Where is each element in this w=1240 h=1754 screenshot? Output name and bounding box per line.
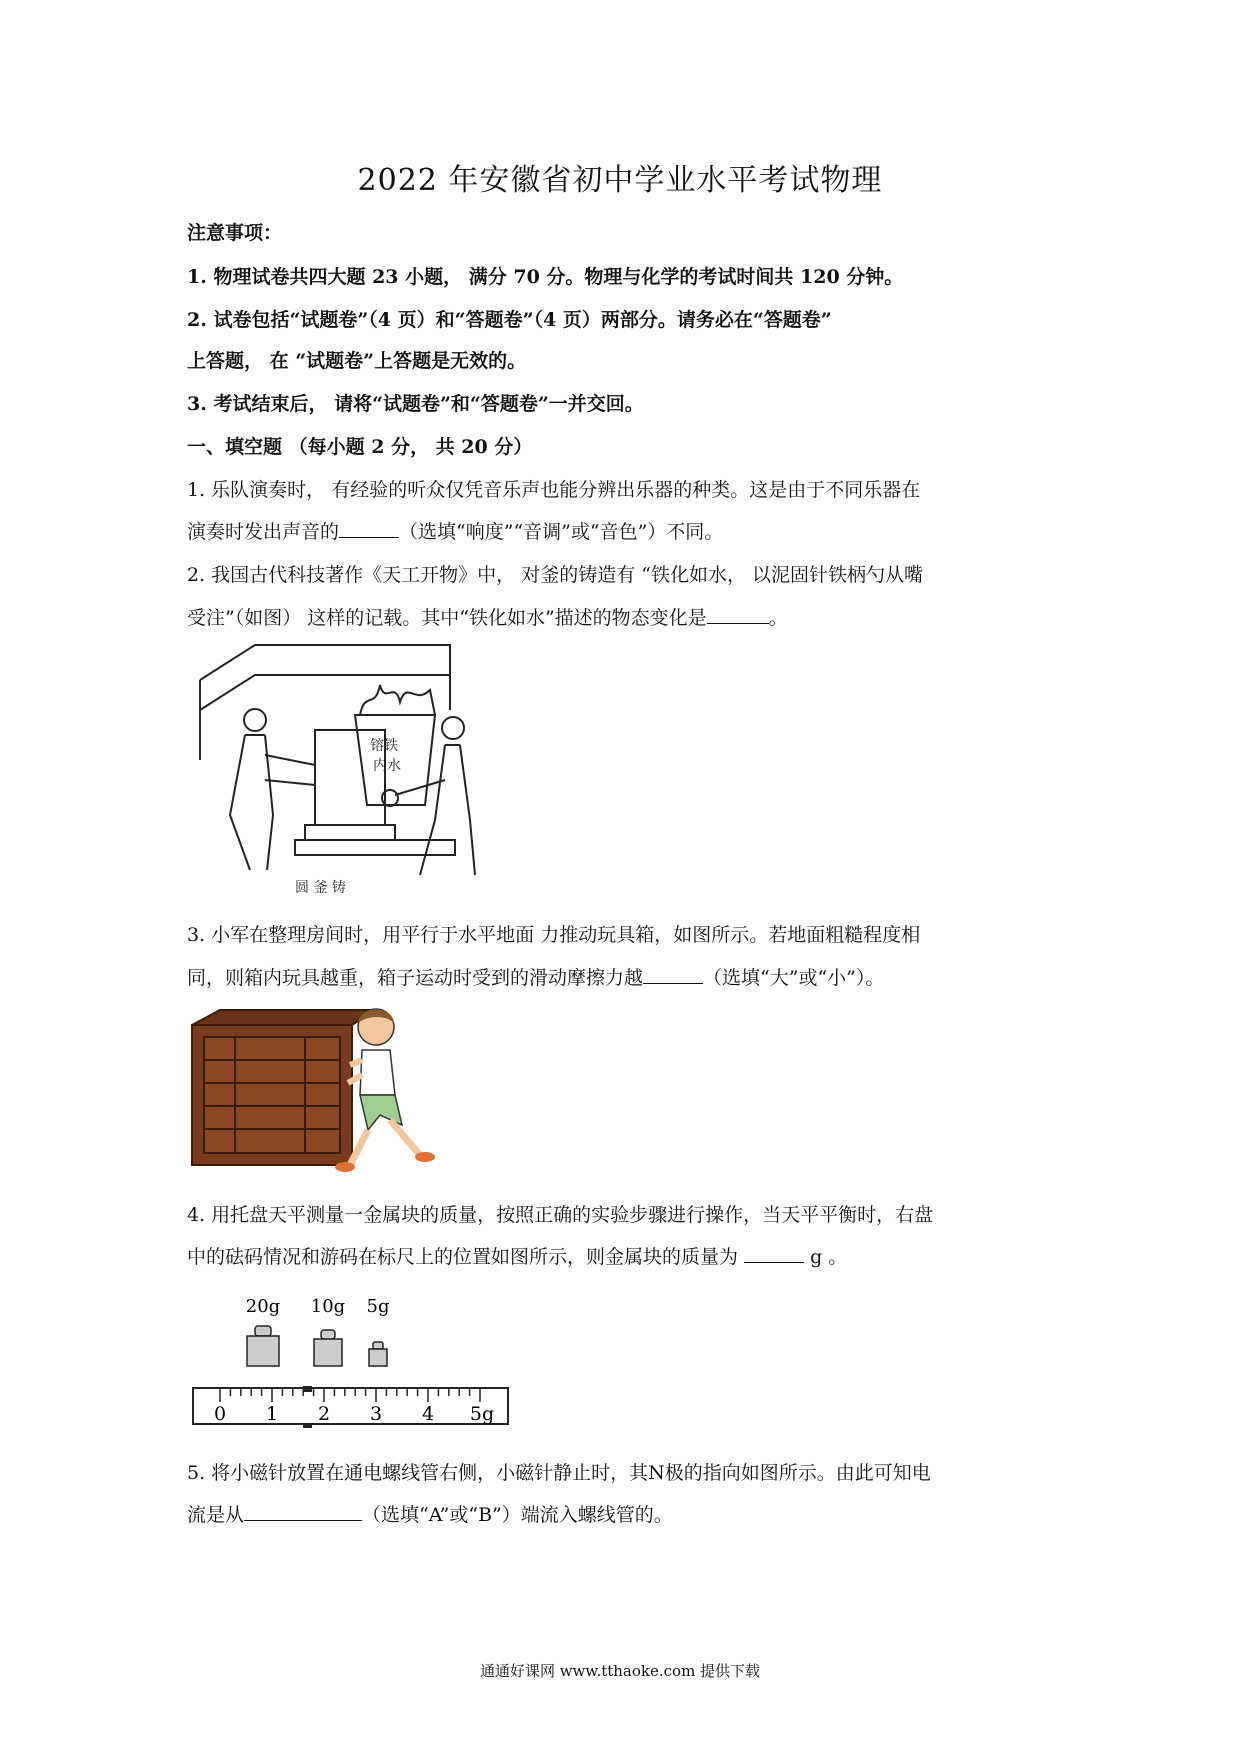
casting-illustration	[195, 640, 485, 900]
question-1-line-2	[187, 517, 1067, 544]
question-4-text-after: g 。	[804, 1246, 848, 1268]
question-2-text-after: 。	[768, 607, 788, 629]
answer-blank-4[interactable]	[744, 1244, 804, 1263]
box-push-illustration	[190, 1005, 440, 1185]
answer-blank-5[interactable]	[244, 1502, 362, 1521]
question-4-line-2	[187, 1242, 1067, 1269]
figure-label-a: 镕铁	[370, 738, 398, 754]
scale-tick-2: 2	[317, 1403, 331, 1425]
notice-item-1: 1. 物理试卷共四大题 23 小题， 满分 70 分。物理与化学的考试时间共 120 分钟。	[187, 266, 904, 288]
question-5-text-before: 流是从	[187, 1504, 245, 1526]
question-2-line-1: 2. 我国古代科技著作《天工开物》中， 对釜的铸造有 “铁化如水， 以泥固针铁柄勺从嘴	[187, 564, 924, 586]
question-3-text-before: 同，则箱内玩具越重，箱子运动时受到的滑动摩擦力越	[187, 967, 644, 989]
question-5-text-after: （选填“A”或“B”）端流入螺线管的。	[362, 1504, 673, 1526]
question-5-line-2	[187, 1500, 1067, 1527]
notice-item-2-line-2: 上答题， 在 “试题卷”上答题是无效的。	[187, 350, 527, 372]
weight-label-5g: 5g	[366, 1296, 390, 1317]
weight-5g-body	[369, 1349, 387, 1366]
weight-20g-body	[247, 1336, 279, 1366]
question-2-text-before: 受注”（如图） 这样的记载。其中“铁化如水”描述的物态变化是	[187, 607, 707, 629]
scale-tick-3: 3	[369, 1403, 383, 1425]
question-1-line-1: 1. 乐队演奏时， 有经验的听众仅凭音乐声也能分辨出乐器的种类。这是由于不同乐器在	[187, 479, 921, 501]
scale-tick-0: 0	[213, 1403, 227, 1425]
weight-10g-knob	[321, 1330, 335, 1339]
notice-item-2-line-1: 2. 试卷包括“试题卷”（4 页）和“答题卷”（4 页）两部分。请务必在“答题卷”	[187, 309, 832, 331]
question-3-text-after: （选填“大”或“小”）。	[703, 967, 885, 989]
question-3-line-1: 3. 小军在整理房间时，用平行于水平地面 力推动玩具箱，如图所示。若地面粗糙程度相	[187, 924, 921, 946]
question-3-line-2	[187, 963, 1067, 990]
rider-bottom	[303, 1423, 312, 1428]
figure-caption: 圆 釜 铸	[295, 880, 346, 896]
figure-label-b: 内水	[373, 758, 401, 774]
weight-20g-knob	[255, 1326, 271, 1336]
weight-label-20g: 20g	[245, 1296, 281, 1317]
section-heading-fill-in: 一、填空题 （每小题 2 分， 共 20 分）	[187, 436, 533, 458]
answer-blank-2[interactable]	[707, 605, 769, 624]
answer-blank-1[interactable]	[339, 519, 399, 538]
question-1-text-before: 演奏时发出声音的	[187, 521, 340, 543]
balance-figure	[185, 1290, 515, 1445]
question-4-line-1: 4. 用托盘天平测量一金属块的质量，按照正确的实验步骤进行操作，当天平平衡时，右盘	[187, 1204, 934, 1226]
weight-label-10g: 10g	[310, 1296, 346, 1317]
scale-tick-1: 1	[265, 1403, 279, 1425]
answer-blank-3[interactable]	[643, 965, 703, 984]
notice-item-3: 3. 考试结束后， 请将“试题卷”和“答题卷”一并交回。	[187, 393, 644, 415]
weight-10g-body	[314, 1339, 342, 1366]
question-5-line-1: 5. 将小磁针放置在通电螺线管右侧，小磁针静止时，其N极的指向如图所示。由此可知电	[187, 1462, 931, 1484]
notice-heading: 注意事项：	[187, 222, 283, 244]
weight-5g-knob	[373, 1342, 383, 1349]
question-4-text-before: 中的砝码情况和游码在标尺上的位置如图所示，则金属块的质量为	[187, 1246, 745, 1268]
scale-tick-4: 4	[421, 1403, 435, 1425]
question-2-line-2	[187, 603, 1067, 630]
scale-tick-5g: 5g	[469, 1403, 495, 1425]
page-title: 2022 年安徽省初中学业水平考试物理	[357, 163, 883, 198]
page-footer: 通通好课网 www.tthaoke.com 提供下载	[479, 1662, 761, 1680]
question-1-text-after: （选填“响度”“音调”或“音色”）不同。	[399, 521, 724, 543]
rider-top	[303, 1386, 312, 1392]
